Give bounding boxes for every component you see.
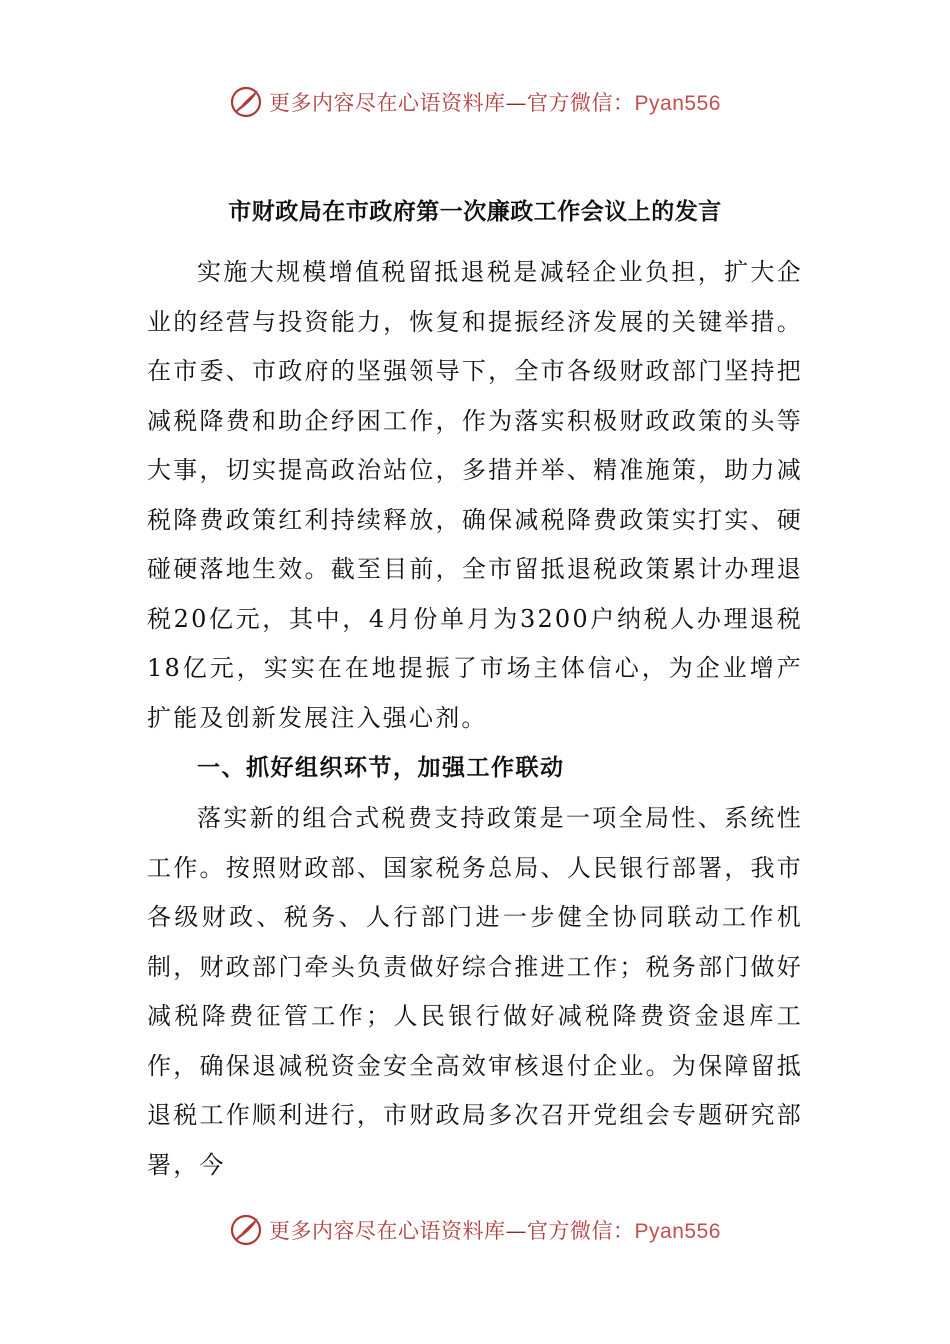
- watermark-banner-bottom: [0, 1208, 950, 1252]
- body-paragraph-1: 实施大规模增值税留抵退税是减轻企业负担，扩大企业的经营与投资能力，恢复和提振经济发展的关键举措。在市委、市政府的坚强领导下，全市各级财政部门坚持把减税降费和助企纾困工作，作为落实积极财政政策的头等大事，切实提高政治站位，多措并举、精准施策，助力减税降费政策红利持续释放，确保减税降费政策实打实、硬碰硬落地生效。截至目前，全市留抵退税政策累计办理退税20亿元，其中，4月份单月为3200户纳税人办理退税18亿元，实实在在地提振了市场主体信心，为企业增产扩能及创新发展注入强心剂。: [147, 258, 803, 732]
- watermark-banner-top: [0, 80, 950, 124]
- watermark-separator: —: [505, 91, 528, 115]
- quill-pen-logo-icon: [229, 85, 263, 119]
- watermark-site-text: 更多内容尽在心语资料库: [269, 91, 506, 115]
- watermark-official-text: 官方微信：: [527, 91, 635, 115]
- document-title: 市财政局在市政府第一次廉政工作会议上的发言: [228, 199, 722, 226]
- watermark-text: [269, 1215, 721, 1245]
- quill-pen-logo-icon: [229, 1213, 263, 1247]
- watermark-separator: —: [505, 1219, 528, 1243]
- section-heading-1: 一、抓好组织环节，加强工作联动: [197, 755, 565, 781]
- watermark-official-text: 官方微信：: [527, 1219, 635, 1243]
- watermark-text: [269, 87, 721, 117]
- watermark-site-text: 更多内容尽在心语资料库: [269, 1219, 506, 1243]
- watermark-wechat-id: Pyan556: [634, 92, 721, 115]
- body-paragraph-2: 落实新的组合式税费支持政策是一项全局性、系统性工作。按照财政部、国家税务总局、人民银行部署，我市各级财政、税务、人行部门进一步健全协同联动工作机制，财政部门牵头负责做好综合推进工作；税务部门做好减税降费征管工作；人民银行做好减税降费资金退库工作，确保退减税资金安全高效审核退付企业。为保障留抵退税工作顺利进行，市财政局多次召开党组会专题研究部署，今: [147, 804, 803, 1179]
- watermark-wechat-id: Pyan556: [634, 1220, 721, 1243]
